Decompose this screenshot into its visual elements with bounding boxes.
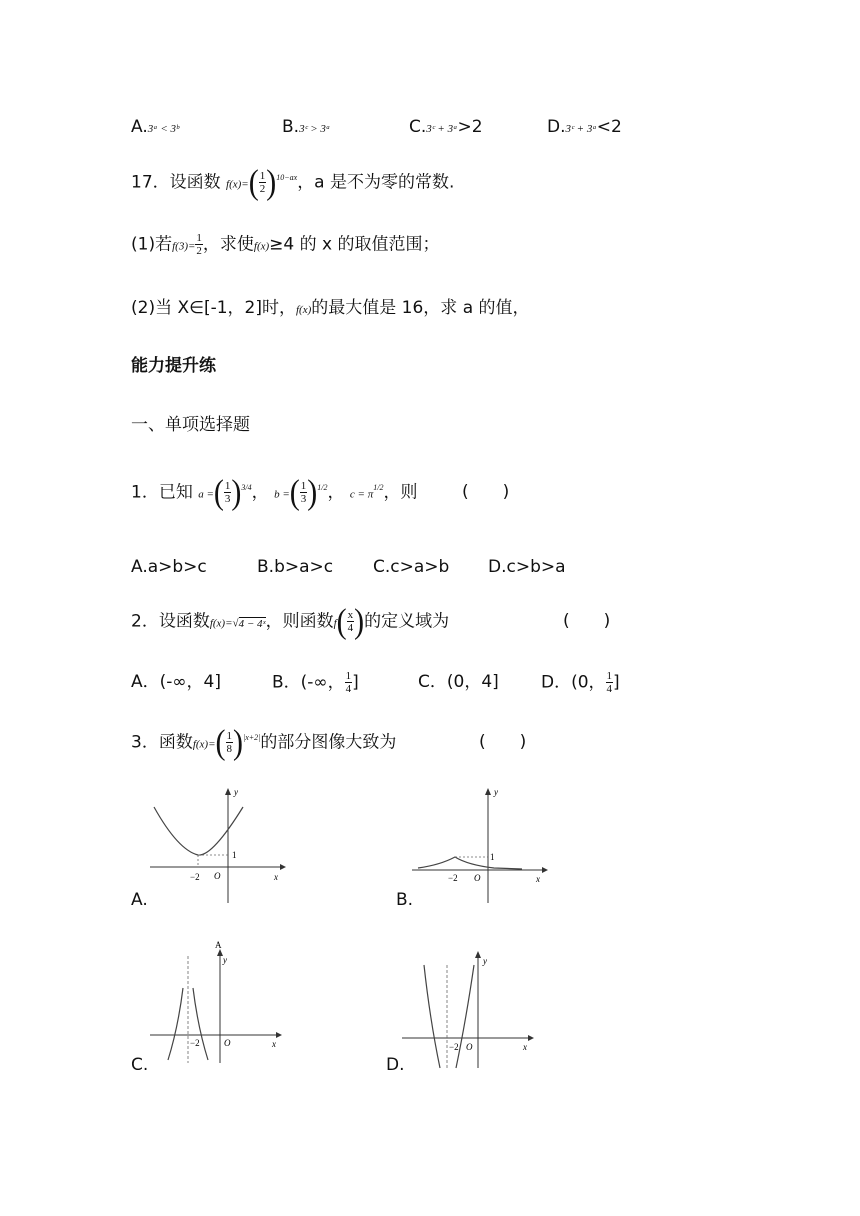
graph-b-label[interactable]: B. (396, 890, 414, 910)
x-label: x (536, 874, 540, 884)
q16-option-d[interactable]: D.3ᶜ + 3ᵃ<2 (547, 117, 622, 137)
tick-neg2: −2 (190, 1038, 200, 1048)
q2-option-a[interactable]: A．(-∞，4] (131, 672, 222, 692)
y-label: y (483, 956, 487, 966)
q3-stem: 3．函数f(x)=( $\frac{1}{8}$ )$^{|x+2|}$的部分图像大致为 ( ) (131, 722, 527, 761)
q1-option-d[interactable]: D.c>b>a (488, 557, 566, 577)
y-axis-arrow (475, 951, 481, 958)
q1-option-b[interactable]: B.b>a>c (257, 557, 334, 577)
graph-a-label[interactable]: A. (131, 890, 148, 910)
q17-part2: (2)当 X∈[-1，2]时，f(x)的最大值是 16，求 a 的值， (131, 298, 530, 318)
q2-option-c[interactable]: C．(0，4] (418, 672, 499, 692)
tick-one: 1 (232, 850, 237, 860)
x-label: x (523, 1042, 527, 1052)
q1-option-a[interactable]: A.a>b>c (131, 557, 207, 577)
y-axis-arrow (225, 788, 231, 795)
curve-left (168, 988, 183, 1060)
graph-c[interactable] (148, 938, 288, 1068)
subsection-title: 一、单项选择题 (131, 415, 250, 435)
curve (154, 807, 243, 855)
graph-b[interactable] (410, 785, 550, 905)
q1-stem: 1．已知 a =( $\frac{1}{3}$ )$^{3/4}$， b =( $\frac{1}{3}$ )$^{1/2}$， $c = \pi^{1/2}$，则 ( ) (131, 472, 510, 511)
q2-option-d[interactable]: D．(0， $\frac{1}{4}$ ] (541, 670, 620, 695)
tick-neg2: −2 (449, 1042, 459, 1052)
x-axis-arrow (528, 1035, 534, 1041)
y-label: y (223, 955, 227, 965)
stray-a-label: A (215, 940, 222, 950)
origin-label: O (474, 873, 481, 883)
origin-label: O (466, 1042, 473, 1052)
q17-stem: 17．设函数 f(x)=( $\frac{1}{2}$ )$^{10-ax}$，a 是不为零的常数. (131, 162, 455, 201)
curve-right (456, 965, 474, 1068)
graph-a[interactable] (148, 785, 288, 905)
q2-answer-paren: ( ) (563, 611, 611, 631)
x-label: x (274, 872, 278, 882)
section-title: 能力提升练 (131, 356, 216, 376)
y-axis-arrow (485, 788, 491, 795)
q16-option-c[interactable]: C.3ᶜ + 3ᵃ>2 (409, 117, 483, 137)
graph-d-label[interactable]: D. (386, 1055, 405, 1075)
curve (418, 857, 522, 869)
x-axis-arrow (276, 1032, 282, 1038)
q16-option-a[interactable]: A.3ᵃ < 3ᵇ (131, 117, 179, 137)
q2-stem: 2．设函数f(x)=√4 − 4ˣ，则函数f( $\frac{x}{4}$ )的定义域为 ( ) (131, 601, 611, 640)
y-label: y (494, 787, 498, 797)
curve-right (193, 988, 208, 1060)
q1-option-c[interactable]: C.c>a>b (373, 557, 450, 577)
q3-answer-paren: ( ) (479, 732, 527, 752)
origin-label: O (224, 1038, 231, 1048)
graph-d[interactable] (400, 950, 540, 1075)
x-axis-arrow (280, 864, 286, 870)
tick-one: 1 (490, 852, 495, 862)
y-label: y (234, 787, 238, 797)
tick-neg2: −2 (448, 873, 458, 883)
q16-option-b[interactable]: B.3ᶜ > 3ᵃ (282, 117, 331, 137)
q17-part1: (1)若f(3)= $\frac{1}{2}$ ，求使f(x)≥4 的 x 的取值范围； (131, 232, 440, 257)
graph-c-label[interactable]: C. (131, 1055, 149, 1075)
x-axis-arrow (542, 867, 548, 873)
q17-base-fraction: $\frac{1}{2}$ (259, 170, 266, 195)
origin-label: O (214, 871, 221, 881)
curve-left (424, 965, 440, 1068)
q2-option-b[interactable]: B．(-∞， $\frac{1}{4}$ ] (272, 670, 359, 695)
q1-answer-paren: ( ) (462, 482, 510, 502)
x-label: x (272, 1039, 276, 1049)
tick-neg2: −2 (190, 872, 200, 882)
